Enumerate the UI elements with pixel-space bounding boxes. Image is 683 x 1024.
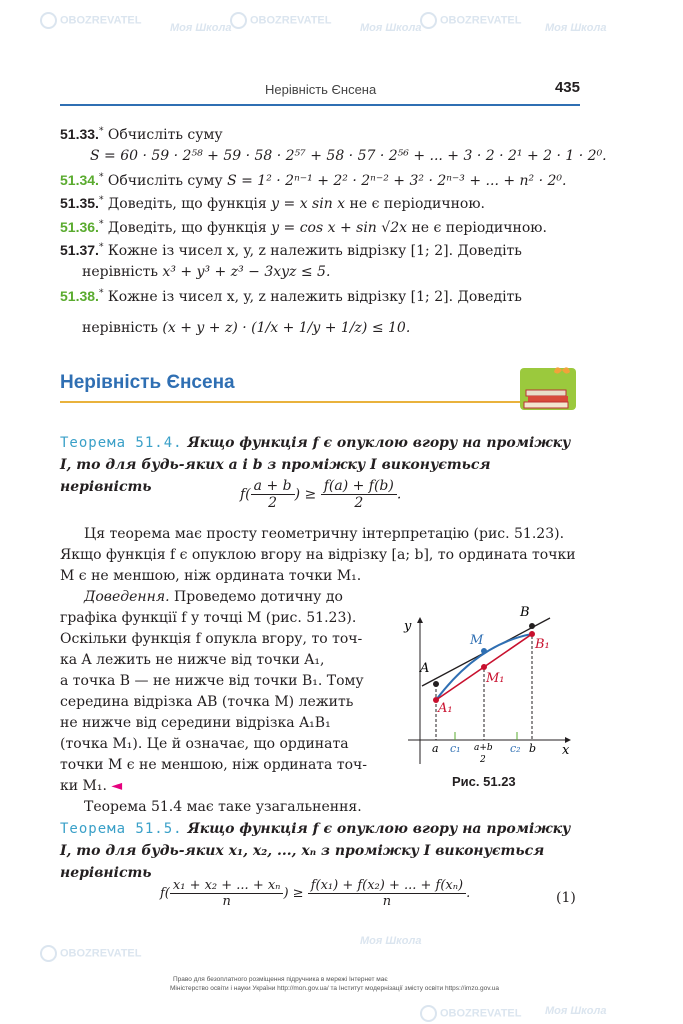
point-M [481,648,487,654]
label-mid-num: a+b [474,743,493,753]
watermark: Моя Школа [360,935,422,947]
label-b: b [529,742,537,755]
equation-number: (1) [556,890,576,906]
label-mid-den: 2 [480,755,486,765]
watermark-logo-icon [40,945,57,962]
label-c1: c₁ [450,742,461,755]
label-B: B [520,605,530,620]
watermark: OBOZREVATEL [230,12,331,29]
label-x: x [562,743,570,758]
label-A1: A₁ [438,701,453,716]
watermark: Моя Школа [545,22,607,34]
theorem-51-5: Теорема 51.5. Якщо функція f є опуклою вгору на проміжку I, то для будь-яких x₁, x₂, ..., xₙ з проміжку I виконується нерівність [60,821,571,881]
watermark-logo-icon [420,1005,437,1022]
proof-text: Доведення. Проведемо дотичну до графіка функції f у точці M (рис. 51.23). Оскільки функція f опукла вгору, то точ- ка A лежить не нижче від точки A₁, а точка B — не нижче від точки B₁. Тому середина відрізка AB (точка M) лежить не нижче від середини відрізка A₁B₁ (точка M₁). Це й означає, що ордината точки M є не меншою, ніж ордината точ- ки M₁. ◄ Теорема 51.4 має таке узагальнення. [60,589,368,815]
interpretation-paragraph: Ця теорема має просту геометричну інтерпретацію (рис. 51.23). Якщо функція f є опуклою вгору на відрізку [a; b], то ордината точки M є не меншою, ніж ордината точки M₁. [60,526,576,584]
theorem-51-4-formula: f( $\frac{a + b}{2}$ ) ≥ $\frac{f(a) + f(b)}{2}$ . [240,478,402,511]
exercise-51-36: 51.36.* Доведіть, що функція y = cos x + sin √2x не є періодичною. [60,219,547,236]
section-title: Нерівність Єнсена [60,372,235,393]
watermark: OBOZREVATEL [420,12,521,29]
page-number: 435 [554,79,580,96]
watermark-logo-icon [230,12,247,29]
exercise-51-37: 51.37.* Кожне із чисел x, y, z належить відрізку [1; 2]. Доведіть нерівність x³ + y³ + z³ − 3xyz ≤ 5. [60,242,522,280]
watermark-logo-icon [40,12,57,29]
watermark: Моя Школа [545,1005,607,1017]
watermark: OBOZREVATEL [40,12,141,29]
theorem-51-4: Теорема 51.4. Якщо функція f є опуклою вгору на проміжку I, то для будь-яких a і b з проміжку I виконується нерівність [60,435,571,495]
label-A: A [420,661,430,676]
watermark: OBOZREVATEL [420,1005,521,1022]
exercise-51-38: 51.38.* Кожне із чисел x, y, z належить відрізку [1; 2]. Доведіть нерівність (x + y + z) · (1/x + 1/y + 1/z) ≤ 10. [60,288,522,336]
label-M: M [470,633,484,648]
end-of-proof-marker: ◄ [111,778,123,794]
label-M1: M₁ [486,671,505,686]
exercise-51-35: 51.35.* Доведіть, що функція y = x sin x не є періодичною. [60,195,485,212]
label-y: y [404,619,412,634]
books-butterfly-icon [518,362,580,412]
exercise-51-33: 51.33.* Обчисліть суму S = 60 · 59 · 2⁵⁸ + 59 · 58 · 2⁵⁷ + 58 · 57 · 2⁵⁶ + ... + 3 · 2 · 2¹ + 2 · 1 · 2⁰. [60,126,607,164]
watermark-logo-icon [420,12,437,29]
theorem-51-5-formula: f( $\frac{\text{x₁ + x₂ + ... + xₙ}}{n}$ ) ≥ $\frac{\text{f(x₁) + f(x₂) + ... + f(xₙ)}}{n}$ . [160,878,471,909]
point-B [529,623,535,629]
figure-caption: Рис. 51.23 [452,774,516,789]
running-title: Нерівність Єнсена [265,82,377,97]
section-divider [60,401,530,403]
footer-notice: Право для безоплатного розміщення підручника в мережі Інтернет має Міністерство освіти і науки України http://mon.gov.ua/ та Інститут модернізації змісту освіти https://imzo.gov.ua [170,976,500,992]
exercise-51-34: 51.34.* Обчисліть суму S = 1² · 2ⁿ⁻¹ + 2² · 2ⁿ⁻² + 3² · 2ⁿ⁻³ + ... + n² · 2⁰. [60,172,567,189]
watermark: OBOZREVATEL [40,945,141,962]
point-M1 [481,664,487,670]
label-a: a [432,742,439,755]
watermark: Моя Школа [360,22,422,34]
watermark: Моя Школа [170,22,232,34]
label-c2: c₂ [510,742,521,755]
label-B1: B₁ [535,637,550,652]
figure-51-23 [398,604,578,768]
point-A [433,681,439,687]
page-header [60,78,580,106]
